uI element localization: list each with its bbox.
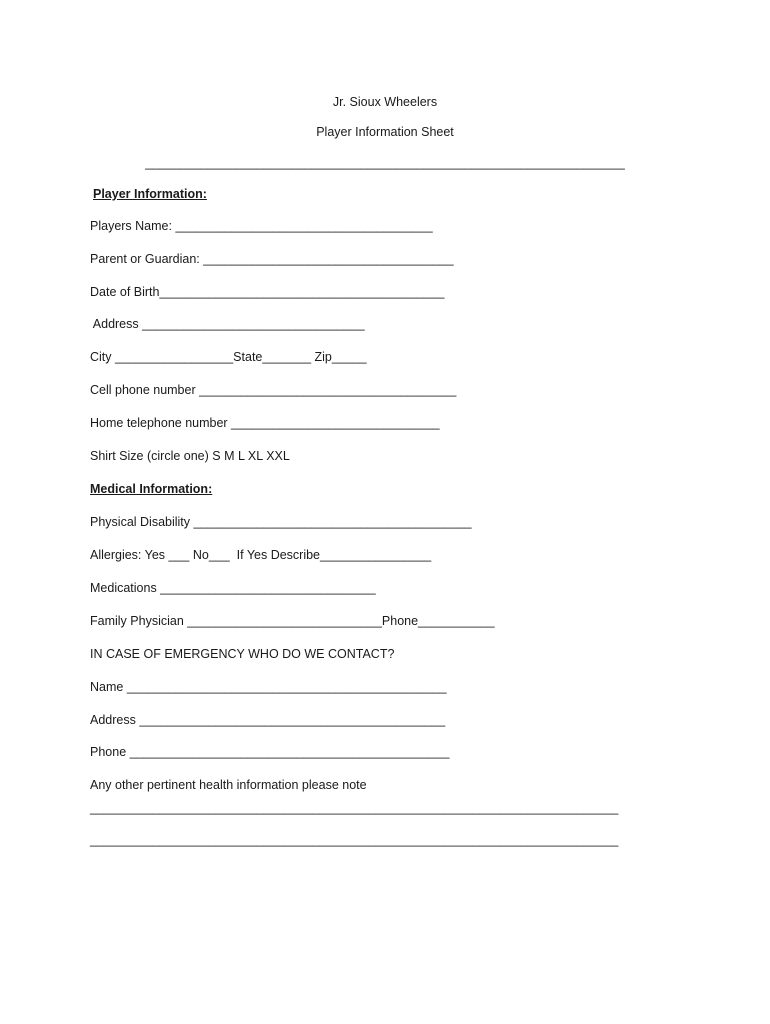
city-state-zip-field[interactable]: City _________________State_______ Zip_____ bbox=[90, 350, 367, 364]
family-physician-field[interactable]: Family Physician ____________________________Phone___________ bbox=[90, 614, 495, 628]
date-of-birth-field[interactable]: Date of Birth_________________________________________ bbox=[90, 285, 445, 299]
players-name-field[interactable]: Players Name: _____________________________________ bbox=[90, 219, 433, 233]
home-telephone-field[interactable]: Home telephone number ______________________________ bbox=[90, 416, 440, 430]
address-field[interactable]: Address ________________________________ bbox=[90, 317, 365, 331]
emergency-phone-field[interactable]: Phone ______________________________________________ bbox=[90, 745, 450, 759]
health-notes-line-2[interactable]: ____________________________________________________________________________ bbox=[90, 833, 619, 847]
emergency-name-field[interactable]: Name ______________________________________________ bbox=[90, 680, 447, 694]
allergies-field[interactable]: Allergies: Yes ___ No___ If Yes Describe________________ bbox=[90, 548, 432, 562]
emergency-address-field[interactable]: Address ____________________________________________ bbox=[90, 713, 446, 727]
parent-guardian-field[interactable]: Parent or Guardian: ____________________________________ bbox=[90, 252, 454, 266]
physical-disability-field[interactable]: Physical Disability ________________________________________ bbox=[90, 515, 472, 529]
organization-name: Jr. Sioux Wheelers bbox=[332, 95, 438, 109]
emergency-contact-heading: IN CASE OF EMERGENCY WHO DO WE CONTACT? bbox=[90, 647, 395, 661]
medical-information-heading: Medical Information: bbox=[90, 482, 213, 496]
medications-field[interactable]: Medications _______________________________ bbox=[90, 581, 376, 595]
cell-phone-field[interactable]: Cell phone number _____________________________________ bbox=[90, 383, 457, 397]
shirt-size-field[interactable]: Shirt Size (circle one) S M L XL XXL bbox=[90, 449, 290, 463]
player-information-heading: Player Information: bbox=[93, 187, 207, 201]
header-divider: _____________________________________________________________________ bbox=[145, 156, 625, 170]
form-title: Player Information Sheet bbox=[316, 125, 454, 139]
health-notes-line-1[interactable]: ____________________________________________________________________________ bbox=[90, 801, 619, 815]
health-notes-label: Any other pertinent health information please note bbox=[90, 778, 367, 792]
